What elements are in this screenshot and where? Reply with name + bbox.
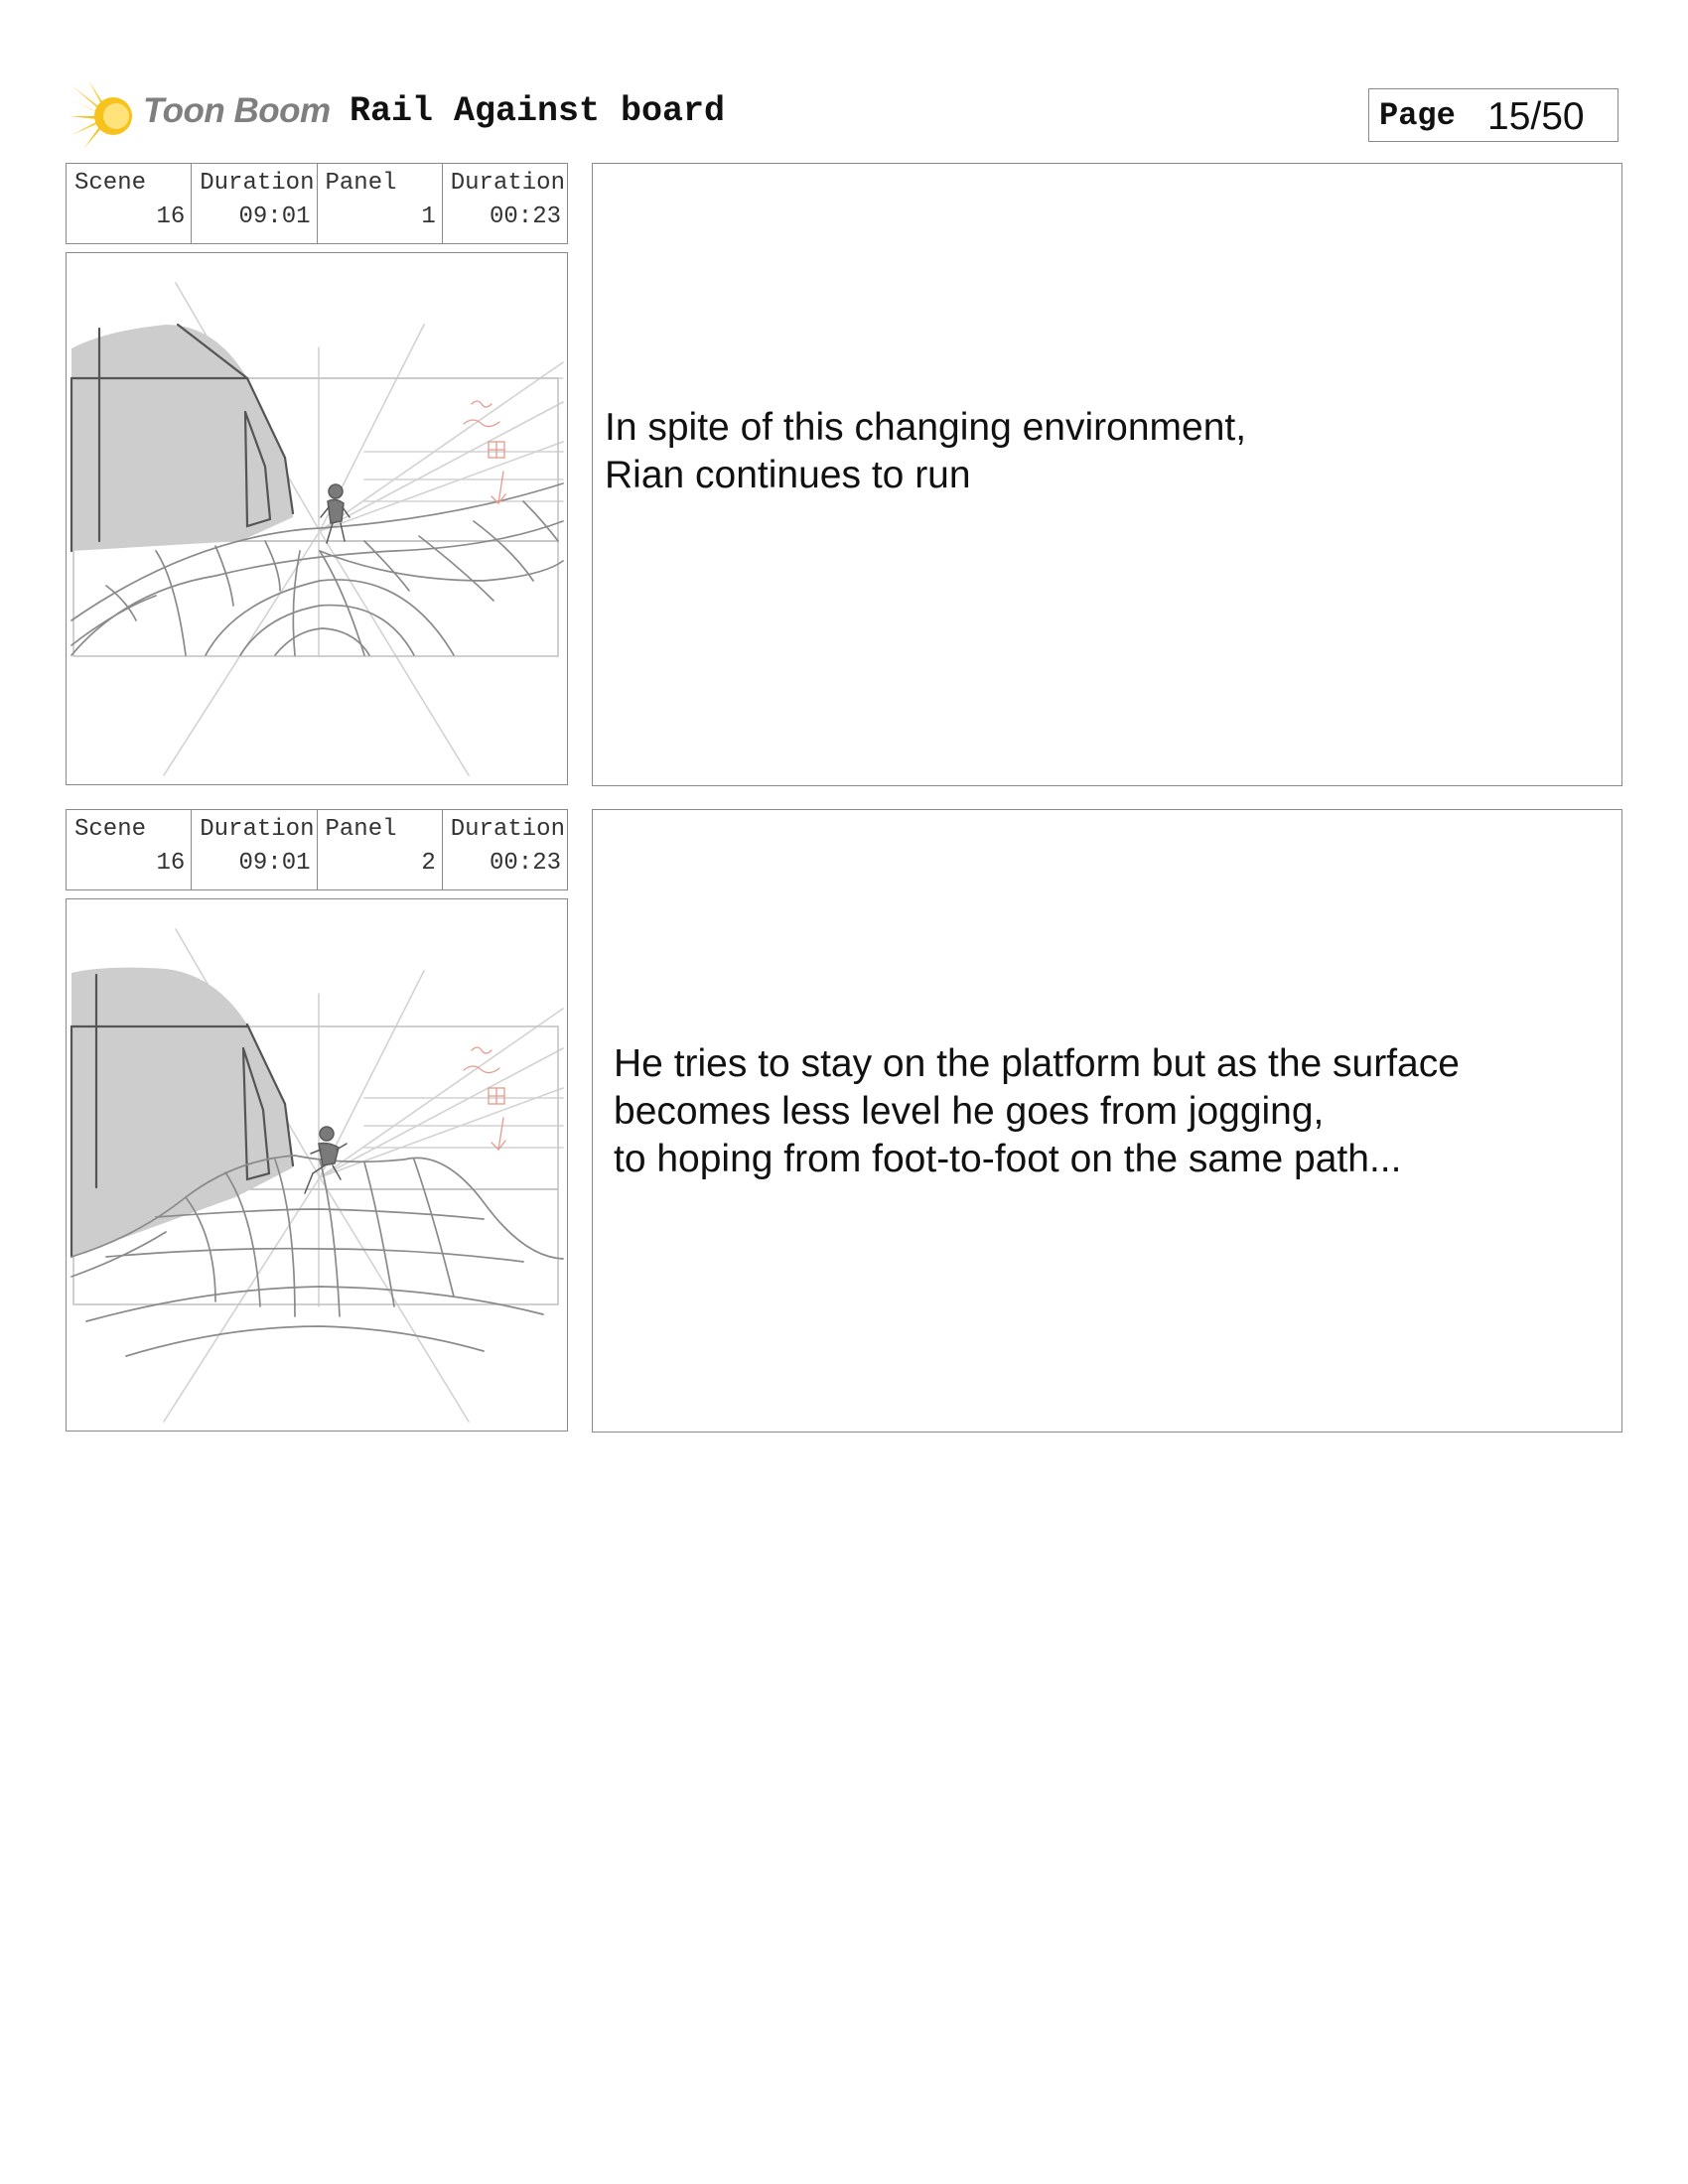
panel-1-sketch [66,252,568,785]
panel-2-sketch [66,898,568,1432]
panel-1-caption: In spite of this changing environment, Rian continues to run [605,406,1247,496]
scene-cell [67,164,192,243]
scene-value: 16 [156,850,186,877]
panel-2-caption: He tries to stay on the platform but as the surface becomes less level he goes from jogging, to hoping from foot-to-foot on the same path... [614,1042,1460,1180]
panel-duration-value: 00:23 [489,204,561,230]
page-number: 15/50 [1487,95,1585,138]
scene-duration-value: 09:01 [238,204,311,230]
scene-duration-label: Duration [200,170,315,197]
scene-label: Scene [74,816,147,843]
scene-duration-value: 09:01 [238,850,311,877]
panel-1-info-table [66,163,568,244]
panel-value: 1 [421,204,436,230]
panel-duration-value: 00:23 [489,850,561,877]
scene-duration-cell [192,810,317,889]
brand-name: Toon Boom [143,91,331,130]
toon-boom-logo [70,79,330,153]
panel-label: Panel [325,170,397,197]
panel-duration-label: Duration [450,170,565,197]
panel-value: 2 [421,850,436,877]
panel-label: Panel [325,816,397,843]
scene-duration-label: Duration [200,816,315,843]
panel-2-info-table [66,809,568,890]
panel-duration-cell [443,810,567,889]
panel-duration-cell [443,164,567,243]
starburst-icon [70,79,149,153]
page-label: Page [1379,97,1456,134]
scene-cell [67,810,192,889]
panel-cell [318,810,443,889]
scene-label: Scene [74,170,147,197]
page-indicator [1368,88,1618,142]
scene-duration-cell [192,164,317,243]
document-title: Rail Against board [350,91,726,131]
panel-duration-label: Duration [450,816,565,843]
scene-value: 16 [156,204,186,230]
panel-cell [318,164,443,243]
